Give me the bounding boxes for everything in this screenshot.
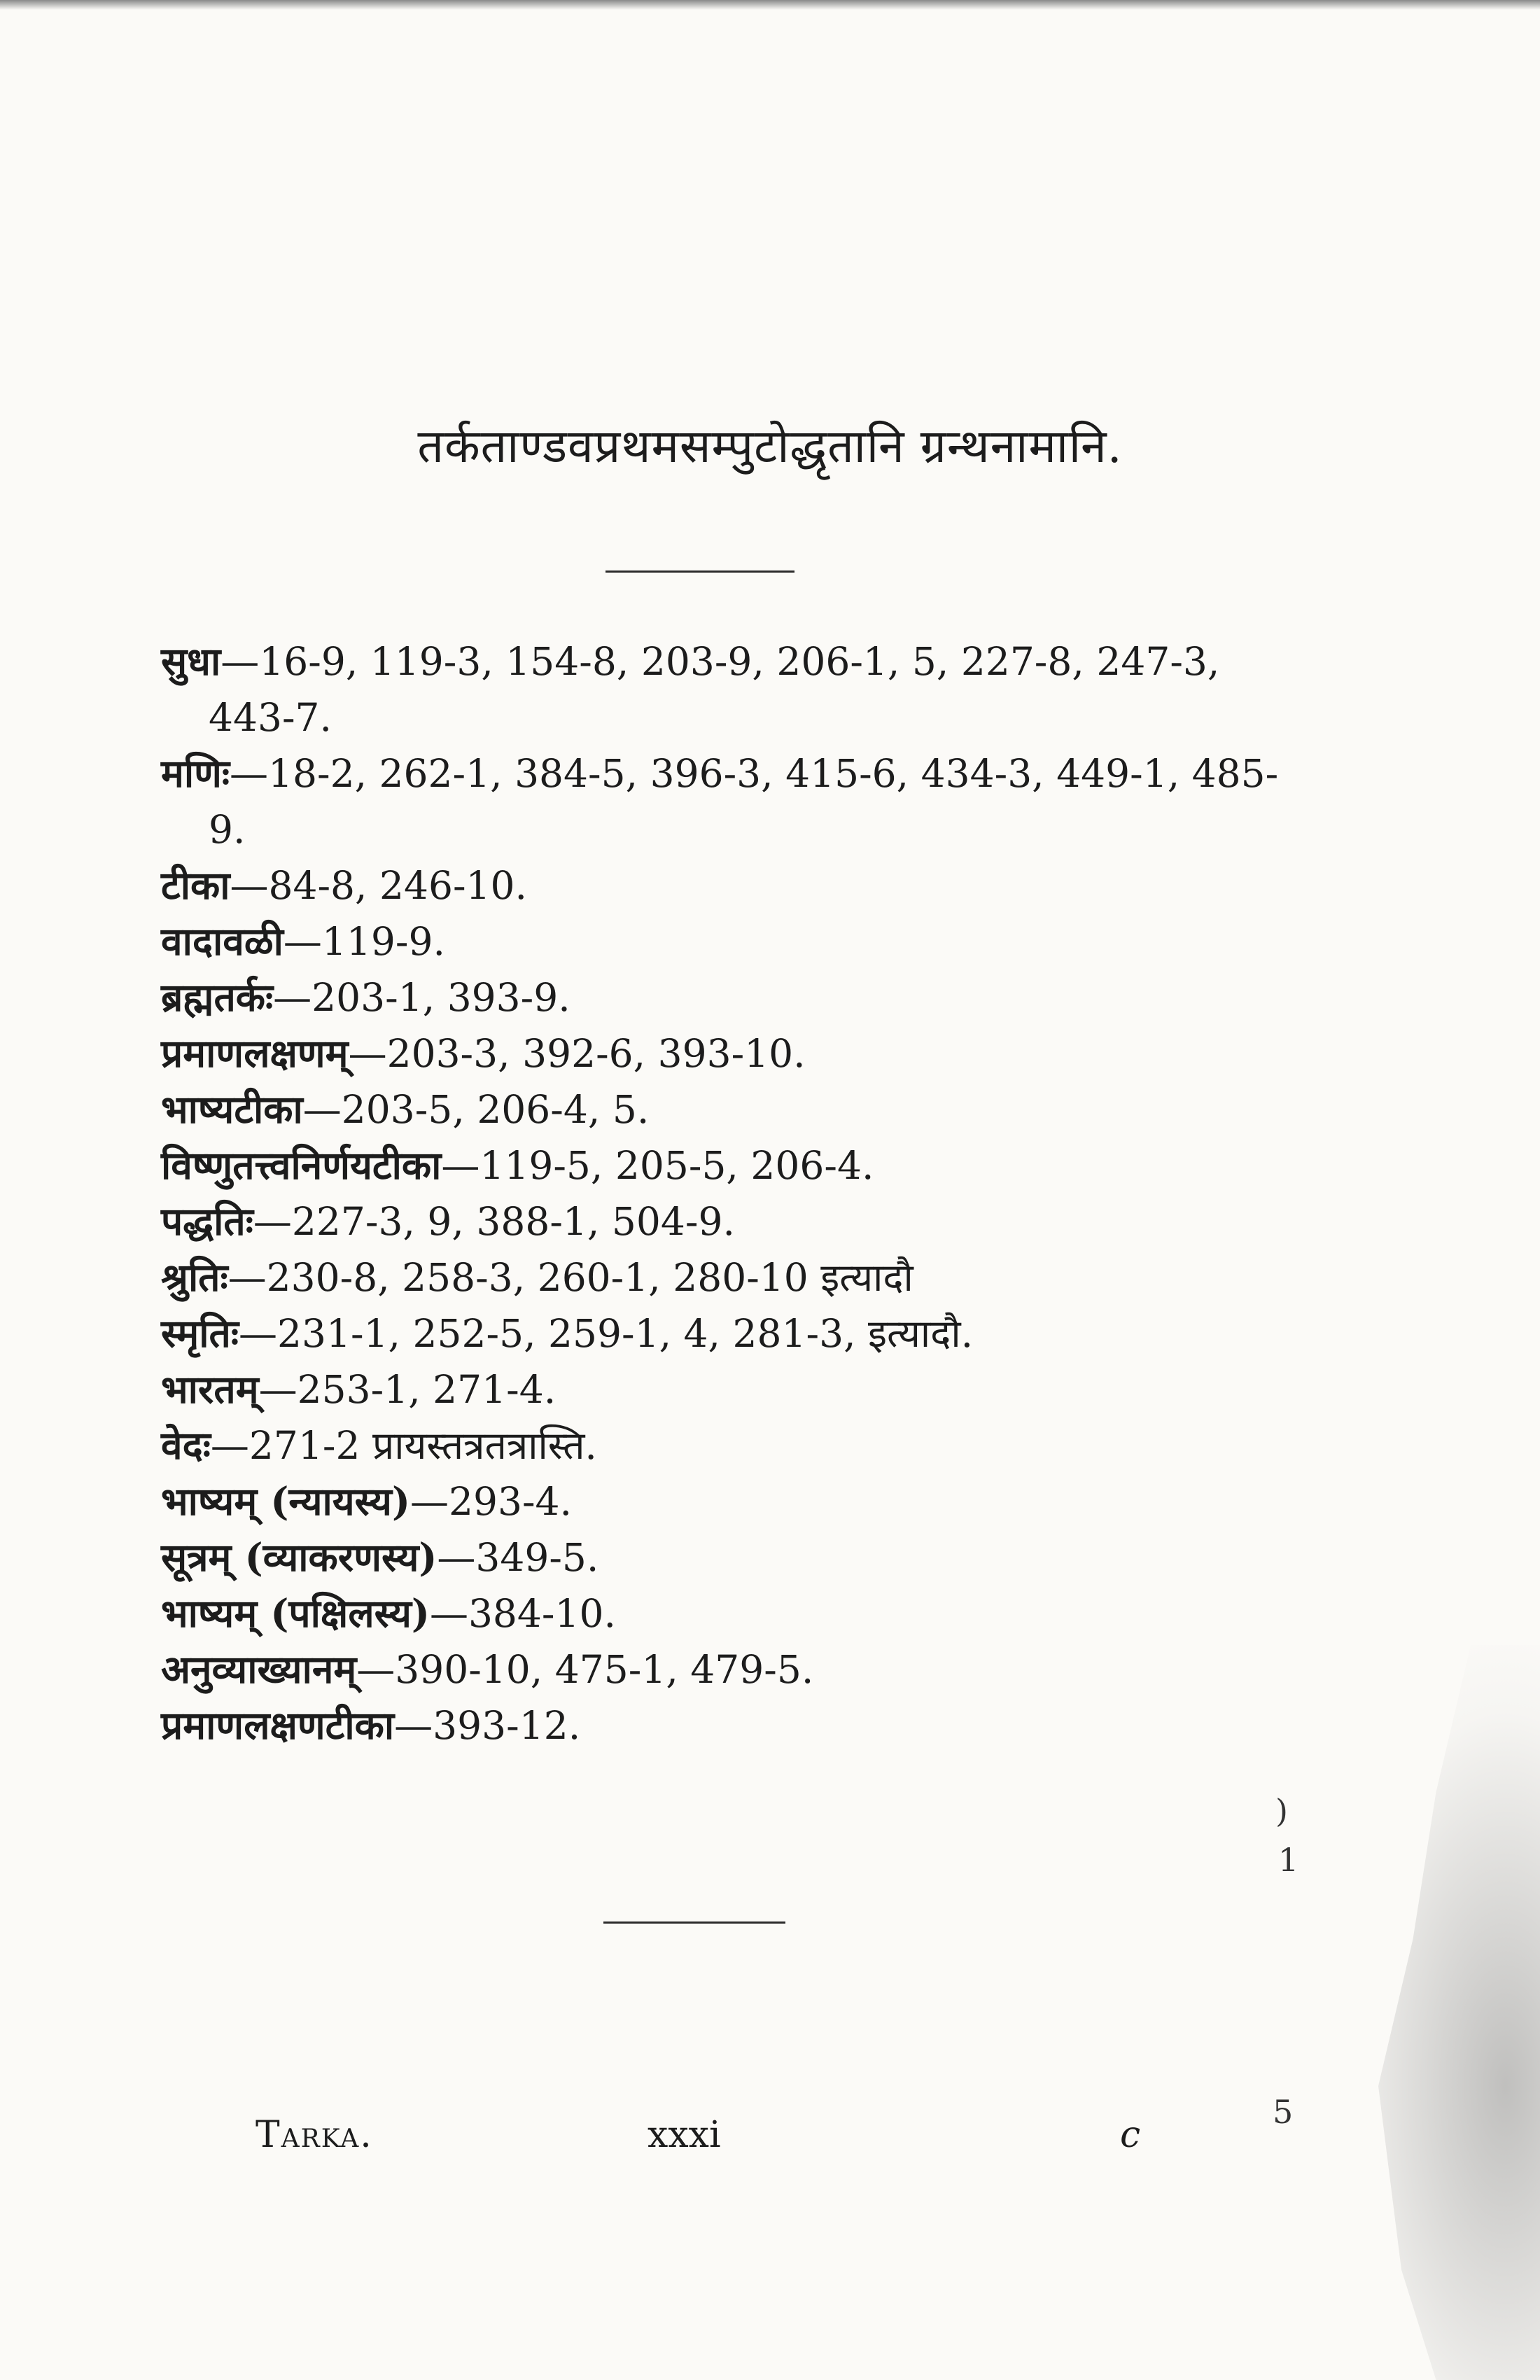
torn-page-edge (1309, 1645, 1540, 2380)
entry-refs: —393-12. (394, 1703, 581, 1748)
entry-refs: —203-5, 206-4, 5. (302, 1087, 650, 1132)
entry-list (161, 634, 1281, 1754)
entry-refs: —203-3, 392-6, 393-10. (348, 1031, 806, 1076)
entry-head: भाष्यम् (न्यायस्य) (161, 1478, 410, 1524)
list-item (161, 1250, 1281, 1306)
margin-mark: 5 (1273, 2093, 1294, 2131)
signature-mark: c (1120, 2114, 1141, 2156)
entry-head: भारतम् (161, 1366, 259, 1412)
title-divider (606, 570, 794, 573)
margin-mark: 1 (1278, 1841, 1299, 1879)
entry-head: वेदः (161, 1422, 211, 1468)
entry-refs: —271-2 प्रायस्तत्रतत्रास्ति. (210, 1423, 597, 1468)
entry-refs: —18-2, 262-1, 384-5, 396-3, 415-6, 434-3, 449-1, 485-9. (209, 751, 1279, 852)
entry-refs: —119-9. (283, 919, 445, 964)
entry-head: भाष्यटीका (161, 1086, 303, 1132)
entry-head: प्रमाणलक्षणम् (161, 1030, 349, 1076)
list-item (161, 1194, 1281, 1250)
list-item (161, 1418, 1281, 1474)
page-title: तर्कताण्डवप्रथमसम्पुटोद्धृतानि ग्रन्थनामानि. (417, 419, 1123, 473)
list-item (161, 746, 1281, 858)
list-item (161, 1530, 1281, 1586)
end-divider (603, 1921, 785, 1924)
list-item (161, 1082, 1281, 1138)
list-item (161, 1474, 1281, 1530)
list-item (161, 969, 1281, 1026)
entry-head: सुधा (161, 638, 221, 684)
entry-refs: —293-4. (410, 1479, 573, 1524)
entry-refs: —203-1, 393-9. (273, 975, 570, 1020)
page-top-edge (0, 0, 1540, 10)
entry-head: पद्धतिः (161, 1198, 253, 1244)
entry-refs: —16-9, 119-3, 154-8, 203-9, 206-1, 5, 227-8, 247-3, 443-7. (209, 639, 1220, 740)
entry-head: सूत्रम् (व्याकरणस्य) (161, 1534, 438, 1580)
entry-head: टीका (161, 862, 230, 908)
entry-head: स्मृतिः (161, 1310, 239, 1356)
list-item (161, 913, 1281, 969)
entry-head: मणिः (161, 750, 230, 796)
list-item (161, 1026, 1281, 1082)
entry-head: भाष्यम् (पक्षिलस्य) (161, 1590, 430, 1636)
list-item (161, 1698, 1281, 1754)
entry-head: प्रमाणलक्षणटीका (161, 1702, 395, 1748)
entry-head: अनुव्याख्यानम् (161, 1646, 357, 1692)
list-item (161, 1362, 1281, 1418)
entry-refs: —231-1, 252-5, 259-1, 4, 281-3, इत्यादौ. (239, 1311, 974, 1356)
margin-mark: ) (1275, 1792, 1288, 1830)
list-item (161, 634, 1281, 746)
entry-refs: —227-3, 9, 388-1, 504-9. (253, 1199, 735, 1244)
entry-head: श्रुतिः (161, 1254, 228, 1300)
entry-refs: —119-5, 205-5, 206-4. (441, 1143, 874, 1188)
page-number: xxxi (648, 2114, 721, 2156)
entry-head: वादावळी (161, 918, 284, 964)
list-item (161, 1586, 1281, 1642)
list-item (161, 1306, 1281, 1362)
list-item (161, 1642, 1281, 1698)
footer-signature: Tarka. (255, 2114, 373, 2156)
list-item (161, 1138, 1281, 1194)
entry-refs: —84-8, 246-10. (230, 863, 528, 908)
entry-refs: —390-10, 475-1, 479-5. (356, 1647, 814, 1692)
entry-refs: —349-5. (437, 1535, 599, 1580)
entry-head: विष्णुतत्त्वनिर्णयटीका (161, 1142, 442, 1188)
entry-refs: —230-8, 258-3, 260-1, 280-10 इत्यादौ (227, 1255, 913, 1300)
entry-refs: —253-1, 271-4. (258, 1367, 556, 1412)
list-item (161, 858, 1281, 913)
entry-head: ब्रह्मतर्कः (161, 974, 274, 1020)
entry-refs: —384-10. (429, 1591, 616, 1636)
